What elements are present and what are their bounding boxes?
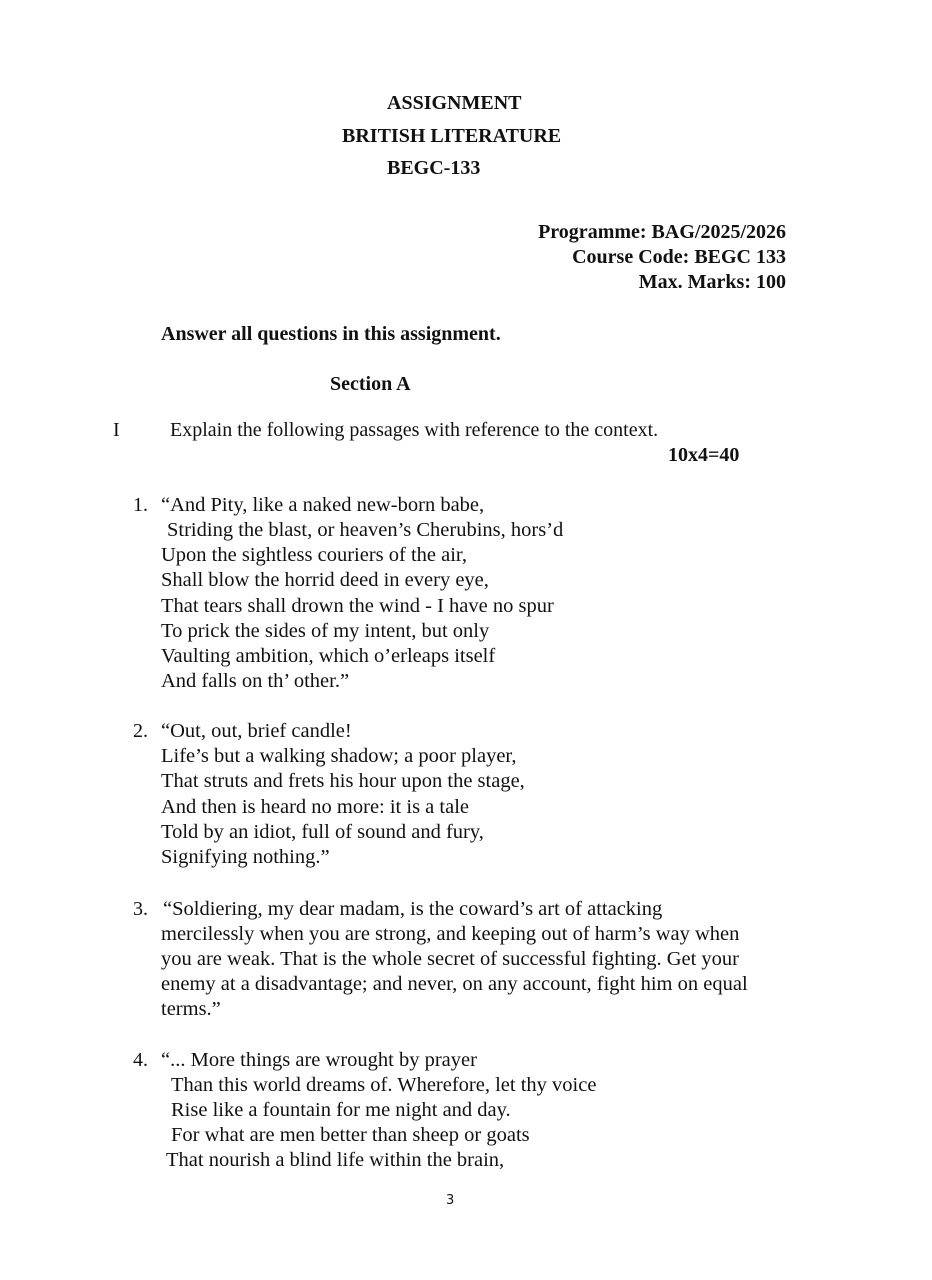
passage-number: 2. <box>133 720 148 742</box>
passage-line: “Out, out, brief candle! <box>161 720 352 742</box>
doc-subject: BRITISH LITERATURE <box>342 125 562 147</box>
doc-code: BEGC-133 <box>387 157 481 179</box>
passage-line: That struts and frets his hour upon the stage, <box>161 770 525 792</box>
passage-line: That tears shall drown the wind - I have no spur <box>161 595 554 617</box>
passage-line: you are weak. That is the whole secret of successful fighting. Get your <box>161 948 740 970</box>
doc-title: ASSIGNMENT <box>387 92 522 114</box>
course-code-label: Course Code: BEGC 133 <box>572 246 786 268</box>
max-marks-label: Max. Marks: 100 <box>638 271 786 293</box>
passage-line: Striding the blast, or heaven’s Cherubins, hors’d <box>167 519 564 541</box>
instruction: Answer all questions in this assignment. <box>161 323 501 345</box>
passage-line: mercilessly when you are strong, and keeping out of harm’s way when <box>161 923 740 945</box>
passage-line: Upon the sightless couriers of the air, <box>161 544 468 566</box>
question-roman: I <box>113 419 120 441</box>
page-number: 3 <box>446 1193 455 1208</box>
passage-line: For what are men better than sheep or goats <box>171 1124 530 1146</box>
passage-line: And falls on th’ other.” <box>161 670 350 692</box>
passage-line: Told by an idiot, full of sound and fury, <box>161 821 484 843</box>
passage-line: Life’s but a walking shadow; a poor player, <box>161 745 517 767</box>
passage-line: terms.” <box>161 998 221 1020</box>
passage-line: That nourish a blind life within the brain, <box>166 1149 505 1171</box>
passage-line: Signifying nothing.” <box>161 846 330 868</box>
passage-line: Rise like a fountain for me night and day. <box>171 1099 511 1121</box>
question-marks: 10x4=40 <box>668 444 740 466</box>
section-title: Section A <box>330 373 411 395</box>
passage-number: 4. <box>133 1049 148 1071</box>
passage-line: “Soldiering, my dear madam, is the coward’s art of attacking <box>163 898 663 920</box>
passage-line: Vaulting ambition, which o’erleaps itself <box>161 645 496 667</box>
passage-line: Than this world dreams of. Wherefore, let thy voice <box>171 1074 597 1096</box>
passage-line: To prick the sides of my intent, but only <box>161 620 490 642</box>
programme-label: Programme: BAG/2025/2026 <box>538 221 786 243</box>
passage-line: enemy at a disadvantage; and never, on any account, fight him on equal <box>161 973 748 995</box>
passage-line: Shall blow the horrid deed in every eye, <box>161 569 489 591</box>
passage-line: And then is heard no more: it is a tale <box>161 796 469 818</box>
passage-line: “... More things are wrought by prayer <box>161 1049 477 1071</box>
passage-line: “And Pity, like a naked new-born babe, <box>161 494 485 516</box>
passage-number: 1. <box>133 494 148 516</box>
passage-number: 3. <box>133 898 148 920</box>
question-text: Explain the following passages with reference to the context. <box>170 419 659 441</box>
